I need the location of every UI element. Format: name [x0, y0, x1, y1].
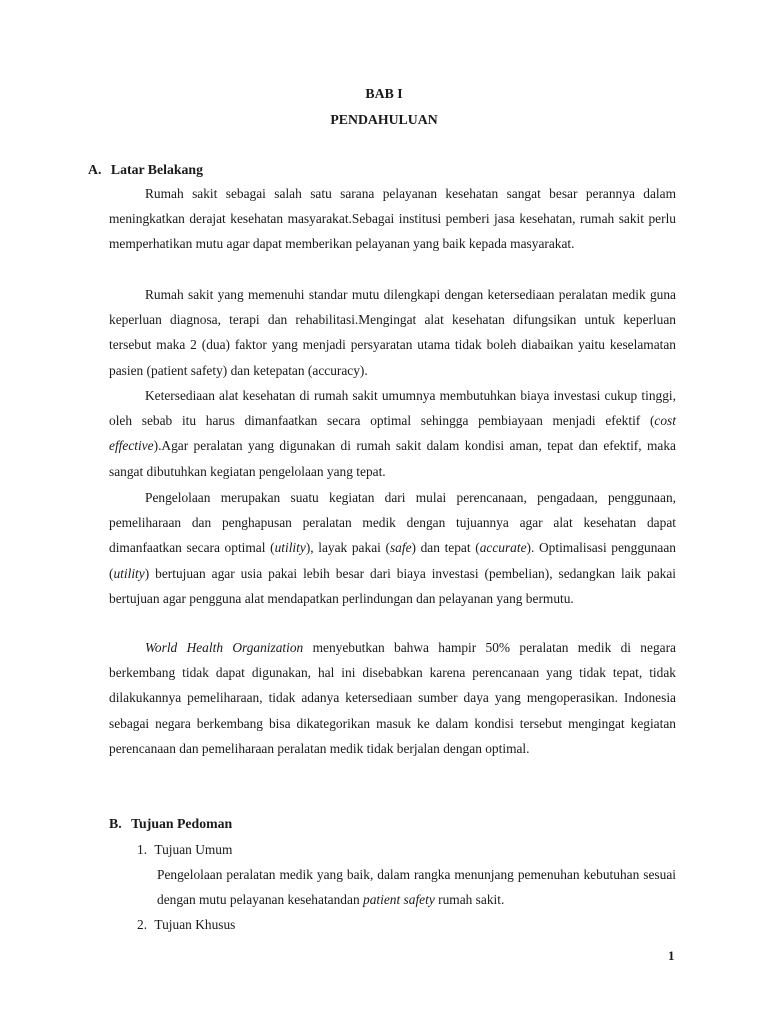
text-run: ) bertujuan agar usia pakai lebih besar dari biaya investasi (pembelian), sedangkan laik pakai bertujuan agar pengguna alat mendapatkan perlindungan dan pelayanan yang bermutu. [109, 565, 676, 606]
section-a-label: A. [88, 162, 102, 177]
italic-term: World Health Organization [145, 640, 304, 655]
list-item-number: 1. [137, 842, 148, 857]
chapter-label: BAB I [365, 86, 403, 101]
paragraph-4 [109, 485, 676, 611]
italic-term: accurate [479, 540, 527, 556]
tujuan-umum-text [157, 862, 676, 912]
section-a-title: Latar Belakang [110, 162, 203, 177]
list-item-title: Tujuan Khusus [154, 917, 236, 932]
section-b-title: Tujuan Pedoman [131, 816, 233, 831]
text-run: ). Optimalisasi penggunaan ( [109, 540, 676, 581]
list-item-tujuan-khusus [137, 917, 235, 933]
chapter-title: PENDAHULUAN [330, 112, 438, 127]
paragraph-2 [109, 282, 676, 383]
list-item-tujuan-umum [137, 842, 232, 858]
text-run: rumah sakit. [434, 892, 505, 908]
section-b-label: B. [109, 816, 122, 831]
text-run: Pengelolaan merupakan suatu kegiatan dari mulai perencanaan, pengadaan, penggunaan, pemeliharaan dan penghapusan peralatan medik dengan tujuannya agar alat kesehatan dapat dimanfaatkan secara optimal ( [109, 490, 676, 556]
page-number: 1 [668, 948, 675, 963]
paragraph-1 [109, 181, 676, 257]
italic-term: patient safety [363, 892, 435, 908]
italic-term: utility [113, 565, 145, 581]
text-run: Ketersediaan alat kesehatan di rumah sakit umumnya membutuhkan biaya investasi cukup tinggi, oleh sebab itu harus dimanfaatkan secara optimal sehingga pembiayaan menjadi efektif ( [109, 388, 676, 429]
text-run: Pengelolaan peralatan medik yang baik, dalam rangka menunjang pemenuhan kebutuhan sesuai dengan mutu pelayanan kesehatandan [157, 867, 676, 908]
list-item-number: 2. [137, 917, 148, 932]
text-run: ), layak pakai ( [305, 540, 390, 556]
italic-term: safe [389, 540, 412, 556]
list-item-title: Tujuan Umum [154, 842, 233, 857]
section-a-heading [88, 162, 203, 178]
paragraph-5 [109, 635, 676, 761]
text-run: Rumah sakit yang memenuhi standar mutu dilengkapi dengan ketersediaan peralatan medik guna keperluan diagnosa, terapi dan rehabilitasi.Mengingat alat kesehatan difungsikan untuk keperluan tersebut maka 2 (dua) faktor yang menjadi persyaratan utama tidak boleh diabaikan yaitu keselamatan pasien (patient safety) dan ketepatan (accuracy). [109, 287, 676, 378]
text-run: ).Agar peralatan yang digunakan di rumah sakit dalam kondisi aman, tepat dan efektif, maka sangat dibutuhkan kegiatan pengelolaan yang tepat. [109, 438, 676, 479]
italic-term: cost effective [109, 413, 676, 454]
italic-term: utility [274, 540, 306, 556]
section-b-heading [109, 816, 232, 832]
text-run: ) dan tepat ( [411, 540, 480, 556]
text-run: Rumah sakit sebagai salah satu sarana pelayanan kesehatan sangat besar perannya dalam meningkatkan derajat kesehatan masyarakat.Sebagai institusi pemberi jasa kesehatan, rumah sakit perlu memperhatikan mutu agar dapat memberikan pelayanan yang baik kepada masyarakat. [109, 186, 676, 252]
text-run: menyebutkan bahwa hampir 50% peralatan medik di negara berkembang tidak dapat digunakan, hal ini disebabkan karena perencanaan yang tidak tepat, tidak dilakukannya pemeliharaan, tidak adanya ketersediaan sumber daya yang mengoperasikan. Indonesia sebagai negara berkembang bisa dikategorikan masuk ke dalam kondisi tersebut mengingat kegiatan perencanaan dan pemeliharaan peralatan medik tidak berjalan dengan optimal. [109, 640, 676, 756]
paragraph-3 [109, 383, 676, 484]
